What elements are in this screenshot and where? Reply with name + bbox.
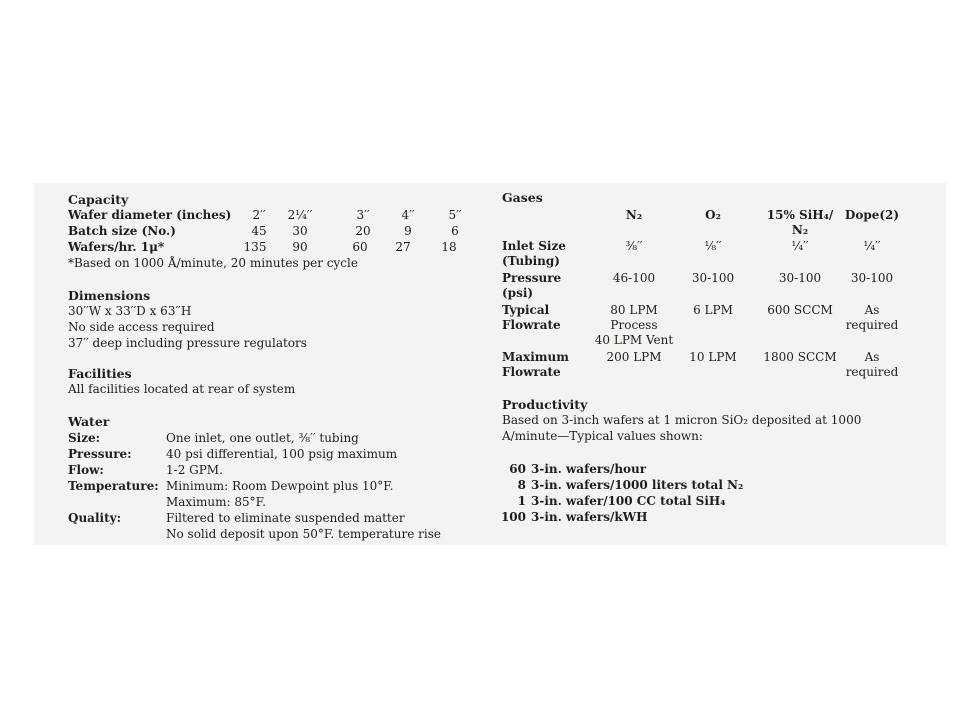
water-value: Filtered to eliminate suspended matter [166, 511, 405, 525]
productivity-intro: A/minute—Typical values shown: [502, 429, 703, 443]
gas-column-header: O₂ [705, 208, 721, 222]
productivity-qty: 100 [500, 510, 526, 524]
gas-row-label: Typical Flowrate [502, 303, 561, 332]
water-value: No solid deposit upon 50°F. temperature rise [166, 527, 441, 541]
productivity-title: Productivity [502, 397, 588, 412]
capacity-cell: 5′′ [448, 208, 462, 222]
gas-cell: 10 LPM [689, 350, 737, 364]
capacity-cell: 6 [451, 224, 459, 238]
water-label: Flow: [68, 463, 104, 477]
gas-cell: ¼′′ [863, 239, 881, 253]
productivity-qty: 60 [509, 462, 526, 476]
gas-cell: As required [845, 303, 899, 332]
productivity-item: 3-in. wafers/kWH [531, 510, 648, 524]
water-label: Pressure: [68, 447, 132, 461]
capacity-note: *Based on 1000 Å/minute, 20 minutes per cycle [68, 256, 358, 270]
water-label: Quality: [68, 511, 122, 525]
capacity-cell: 90 [292, 240, 308, 254]
gases-title: Gases [502, 190, 543, 205]
gas-cell: ⅜′′ [625, 239, 643, 253]
productivity-item: 3-in. wafers/1000 liters total N₂ [531, 478, 744, 492]
water-value: 1-2 GPM. [166, 463, 223, 477]
gas-cell: 6 LPM [693, 303, 733, 317]
capacity-row-label: Wafers/hr. 1μ* [68, 240, 165, 254]
gas-column-header: N₂ [625, 208, 643, 222]
gas-row-label: Pressure (psi) [502, 271, 562, 300]
capacity-cell: 2′′ [252, 208, 266, 222]
productivity-item: 3-in. wafers/hour [531, 462, 647, 476]
capacity-cell: 18 [441, 240, 457, 254]
dimensions-line: No side access required [68, 320, 215, 334]
water-title: Water [68, 414, 110, 429]
gas-cell: As required [845, 350, 899, 379]
productivity-intro: Based on 3-inch wafers at 1 micron SiO₂ deposited at 1000 [502, 413, 862, 427]
productivity-qty: 1 [517, 494, 526, 508]
productivity-qty: 8 [517, 478, 526, 492]
water-value: 40 psi differential, 100 psig maximum [166, 447, 398, 461]
water-value: Minimum: Room Dewpoint plus 10°F. [166, 479, 394, 493]
gas-cell: ¼′′ [791, 239, 809, 253]
water-label: Temperature: [68, 479, 159, 493]
water-label: Size: [68, 431, 101, 445]
capacity-title: Capacity [68, 192, 129, 207]
gas-cell: 1800 SCCM [763, 350, 837, 364]
gas-column-header: Dope(2) [844, 208, 900, 222]
capacity-cell: 135 [243, 240, 267, 254]
productivity-item: 3-in. wafer/100 CC total SiH₄ [531, 494, 726, 508]
capacity-cell: 27 [395, 240, 411, 254]
capacity-cell: 30 [292, 224, 308, 238]
gas-row-label: Inlet Size (Tubing) [502, 239, 566, 268]
water-value: One inlet, one outlet, ⅜′′ tubing [166, 431, 359, 445]
gas-cell: 46-100 [612, 271, 656, 285]
capacity-cell: 3′′ [356, 208, 370, 222]
capacity-cell: 9 [404, 224, 412, 238]
capacity-cell: 45 [251, 224, 267, 238]
facilities-line: All facilities located at rear of system [68, 382, 296, 396]
capacity-row-label: Wafer diameter (inches) [68, 208, 232, 222]
gas-row-label: Maximum Flowrate [502, 350, 569, 379]
capacity-row-label: Batch size (No.) [68, 224, 176, 238]
gas-cell: 30-100 [778, 271, 822, 285]
gas-cell: 30-100 [691, 271, 735, 285]
capacity-cell: 60 [352, 240, 368, 254]
gas-cell: ⅛′′ [704, 239, 722, 253]
dimensions-line: 30′′W x 33′′D x 63′′H [68, 304, 192, 318]
gas-cell: 80 LPM Process 40 LPM Vent [594, 303, 674, 347]
capacity-cell: 20 [355, 224, 371, 238]
gas-column-header: 15% SiH₄/ N₂ [766, 208, 834, 237]
gas-cell: 600 SCCM [767, 303, 833, 317]
dimensions-title: Dimensions [68, 288, 151, 303]
capacity-cell: 4′′ [401, 208, 415, 222]
capacity-cell: 2¼′′ [287, 208, 313, 222]
facilities-title: Facilities [68, 366, 132, 381]
dimensions-line: 37′′ deep including pressure regulators [68, 336, 307, 350]
gas-cell: 200 LPM [606, 350, 662, 364]
gas-cell: 30-100 [850, 271, 894, 285]
water-value: Maximum: 85°F. [166, 495, 266, 509]
